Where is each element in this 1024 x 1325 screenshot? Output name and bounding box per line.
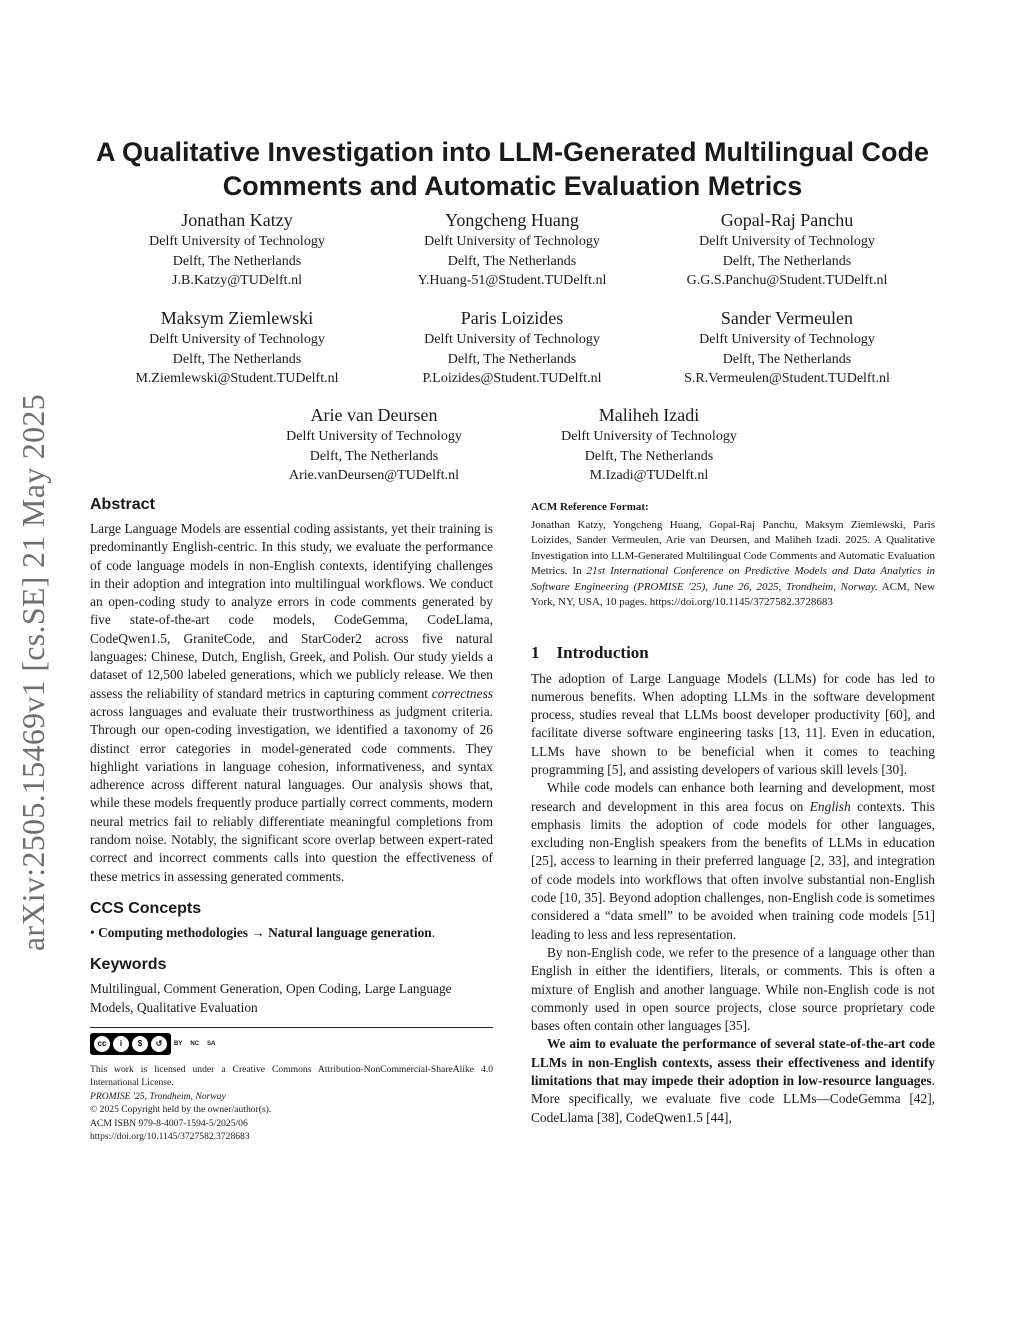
arxiv-stamp <box>4 385 62 960</box>
keywords-text: Multilingual, Comment Generation, Open Coding, Large Language Models, Qualitative Evaluation <box>90 981 452 1015</box>
license-copyright: © 2025 Copyright held by the owner/author(s). <box>90 1104 272 1116</box>
author-email: Arie.vanDeursen@TUDelft.nl <box>289 468 459 484</box>
author-email: P.Loizides@Student.TUDelft.nl <box>422 371 602 387</box>
author-affiliation: Delft University of Technology <box>561 429 737 444</box>
author-name: Arie van Deursen <box>310 405 438 425</box>
author-name: Maksym Ziemlewski <box>160 308 314 328</box>
author-block <box>637 307 937 389</box>
author-affiliation: Delft University of Technology <box>286 429 462 444</box>
author-email: M.Izadi@TUDelft.nl <box>589 468 709 484</box>
paper-title: A Qualitative Investigation into LLM-Generated Multilingual Code Comments and Automatic Evaluation Metrics <box>95 137 930 201</box>
intro-paragraph-1: The adoption of Large Language Models (LLMs) for code has led to numerous benefits. When adopting LLMs in the software development process, studies reveal that LLMs boost developer productivity [60], and facilitate diverse software engineering tasks [13, 11]. Even in education, LLMs have shown to be beneficial when it comes to teaching programming [5], and assisting developers of various skill levels [30]. <box>531 670 935 777</box>
author-block <box>637 209 937 291</box>
intro-paragraph-2: While code models can enhance both learning and development, most research and development in this area focus on English contexts. This emphasis limits the adoption of code models for other languages, excluding non-English speakers from the benefits of LLMs in education [25], access to learning in their preferred language [2, 33], and integration of code models into workflows that often involve substantial non-English code [10, 35]. Beyond adoption challenges, non-English code is sometimes considered a “data smell” to be avoided when training code models [51] leading to less and less representation. <box>531 780 936 942</box>
author-block <box>362 307 662 389</box>
intro-heading: 1 Introduction <box>531 642 649 662</box>
author-block <box>87 209 387 291</box>
author-location: Delft, The Netherlands <box>584 448 714 464</box>
author-affiliation: Delft University of Technology <box>149 332 325 347</box>
by-symbol-icon: i <box>113 1036 129 1052</box>
author-name: Gopal-Raj Panchu <box>720 210 854 230</box>
author-affiliation: Delft University of Technology <box>424 234 600 249</box>
author-location: Delft, The Netherlands <box>447 253 577 269</box>
license-doi[interactable]: https://doi.org/10.1145/3727582.3728683 <box>90 1131 250 1143</box>
author-affiliation: Delft University of Technology <box>149 234 325 249</box>
intro-paragraph-3: By non-English code, we refer to the presence of a language other than English in either the identifiers, literals, or comments. This is often a mixture of English and another language. While non-English code is not commonly used in open source projects, close source proprietary code bases often contain other languages [35]. <box>531 944 935 1034</box>
author-location: Delft, The Netherlands <box>172 253 302 269</box>
sa-symbol-icon: ↺ <box>151 1036 167 1052</box>
author-name: Paris Loizides <box>460 308 564 328</box>
acm-ref-heading: ACM Reference Format: <box>531 501 649 513</box>
author-email: G.G.S.Panchu@Student.TUDelft.nl <box>686 273 888 289</box>
nc-symbol-icon: $ <box>132 1036 148 1052</box>
author-location: Delft, The Netherlands <box>722 253 852 269</box>
author-block <box>499 404 799 486</box>
creative-commons-icon <box>90 1033 171 1055</box>
author-block <box>87 307 387 389</box>
author-email: J.B.Katzy@TUDelft.nl <box>172 273 302 289</box>
arxiv-id: arXiv:2505.15469v1 [cs.SE] 21 May 2025 <box>14 393 51 952</box>
cc-label: BY <box>174 1040 183 1047</box>
left-column <box>90 496 493 1144</box>
footnote-rule <box>90 1027 493 1028</box>
author-block <box>224 404 524 486</box>
license-text: This work is licensed under a Creative Commons Attribution-NonCommercial-ShareAlike 4.0 International License. <box>90 1063 493 1089</box>
cc-symbol-icon: cc <box>94 1036 110 1052</box>
right-column <box>531 500 935 1127</box>
author-email: M.Ziemlewski@Student.TUDelft.nl <box>135 371 339 387</box>
author-name: Yongcheng Huang <box>445 210 579 230</box>
author-block <box>362 209 662 291</box>
ccs-heading: CCS Concepts <box>90 899 202 917</box>
author-name: Jonathan Katzy <box>181 210 293 230</box>
cc-license-badge[interactable] <box>90 1033 493 1055</box>
abstract-text: Large Language Models are essential coding assistants, yet their training is predominantly English-centric. In this study, we evaluate the performance of code language models in non-English contexts, identifying challenges in their adoption and integration into multilingual workflows. We conduct an open-coding study to analyze errors in code comments generated by five state-of-the-art code models, CodeGemma, CodeLlama, CodeQwen1.5, GraniteCode, and StarCoder2 across five natural languages: Chinese, Dutch, English, Greek, and Polish. Our study yields a dataset of 12,500 labeled generations, which we publicly release. We then assess the reliability of standard metrics in capturing comment correctness across languages and evaluate their trustworthiness as judgment criteria. Through our open-coding investigation, we identified a taxonomy of 26 distinct error categories in model-generated code comments. They highlight variations in language cohesion, informativeness, and syntax adherence across different natural languages. Our analysis shows that, while these models frequently produce partially correct comments, modern neural metrics fail to reliably differentiate meaningful completions from random noise. Notably, the significant score overlap between expert-rated correct and incorrect comments calls into question the effectiveness of these metrics in assessing generated comments. <box>90 521 493 884</box>
license-venue: PROMISE '25, Trondheim, Norway <box>90 1090 226 1102</box>
author-location: Delft, The Netherlands <box>447 351 577 367</box>
author-location: Delft, The Netherlands <box>172 351 302 367</box>
license-isbn: ACM ISBN 979-8-4007-1594-5/2025/06 <box>90 1117 248 1129</box>
author-name: Maliheh Izadi <box>598 405 700 425</box>
author-affiliation: Delft University of Technology <box>699 234 875 249</box>
cc-label: SA <box>207 1040 216 1047</box>
ccs-concepts: • Computing methodologies → Natural language generation. <box>90 924 436 940</box>
author-affiliation: Delft University of Technology <box>699 332 875 347</box>
author-email: Y.Huang-51@Student.TUDelft.nl <box>417 273 607 289</box>
cc-label: NC <box>190 1040 200 1047</box>
acm-ref-text: Jonathan Katzy, Yongcheng Huang, Gopal-Raj Panchu, Maksym Ziemlewski, Paris Loizides, Sander Vermeulen, Arie van Deursen, and Maliheh Izadi. 2025. A Qualitative Investigation into LLM-Generated Multilingual Code Comments and Automatic Evaluation Metrics. In 21st International Conference on Predictive Models and Data Analytics in Software Engineering (PROMISE '25), June 26, 2025, Trondheim, Norway. ACM, New York, NY, USA, 10 pages. https://doi.org/10.1145/3727582.3728683 <box>531 518 935 608</box>
keywords-heading: Keywords <box>90 956 167 974</box>
author-location: Delft, The Netherlands <box>309 448 439 464</box>
author-affiliation: Delft University of Technology <box>424 332 600 347</box>
author-name: Sander Vermeulen <box>720 308 854 328</box>
author-email: S.R.Vermeulen@Student.TUDelft.nl <box>684 371 890 387</box>
abstract-heading: Abstract <box>90 496 155 513</box>
intro-paragraph-4: We aim to evaluate the performance of several state-of-the-art code LLMs in non-English contexts, assess their effectiveness and identify limitations that may impede their adoption in low-resource languages. More specifically, we evaluate five code LLMs—CodeGemma [42], CodeLlama [38], CodeQwen1.5 [44], <box>531 1036 935 1125</box>
author-location: Delft, The Netherlands <box>722 351 852 367</box>
